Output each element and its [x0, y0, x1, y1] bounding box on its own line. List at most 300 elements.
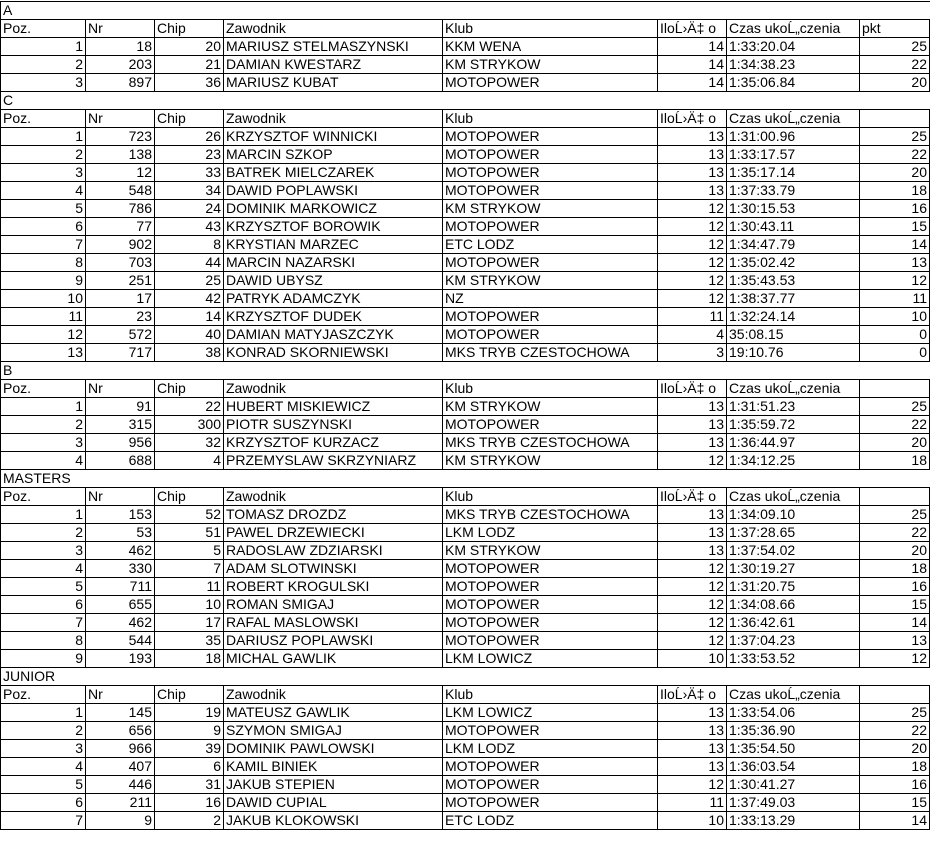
- cell-chip[interactable]: 31: [155, 776, 224, 794]
- cell-finish-time[interactable]: 1:33:53.52: [727, 650, 860, 668]
- empty-cell[interactable]: [860, 686, 930, 704]
- cell-finish-time[interactable]: 1:31:00.96: [727, 128, 860, 146]
- cell-position[interactable]: 3: [1, 434, 86, 452]
- cell-position[interactable]: 7: [1, 812, 86, 830]
- cell-points[interactable]: 20: [860, 74, 930, 92]
- cell-club[interactable]: KM STRYKOW: [443, 56, 658, 74]
- cell-rider-name[interactable]: KRZYSZTOF BOROWIK: [224, 218, 443, 236]
- empty-cell[interactable]: [860, 110, 930, 128]
- cell-points[interactable]: 14: [860, 236, 930, 254]
- cell-rider-name[interactable]: SZYMON SMIGAJ: [224, 722, 443, 740]
- cell-finish-time[interactable]: 1:33:20.04: [727, 38, 860, 56]
- cell-number[interactable]: 717: [86, 344, 155, 362]
- header-klub[interactable]: Klub: [443, 20, 658, 38]
- header-zawodnik[interactable]: Zawodnik: [224, 686, 443, 704]
- header-czas[interactable]: Czas ukoĹ„czenia: [727, 488, 860, 506]
- cell-finish-time[interactable]: 1:34:47.79: [727, 236, 860, 254]
- cell-laps[interactable]: 14: [658, 56, 727, 74]
- cell-chip[interactable]: 33: [155, 164, 224, 182]
- cell-number[interactable]: 723: [86, 128, 155, 146]
- cell-finish-time[interactable]: 1:36:03.54: [727, 758, 860, 776]
- empty-cell[interactable]: [860, 488, 930, 506]
- cell-laps[interactable]: 13: [658, 434, 727, 452]
- cell-finish-time[interactable]: 1:35:59.72: [727, 416, 860, 434]
- cell-points[interactable]: 20: [860, 740, 930, 758]
- cell-rider-name[interactable]: DAMIAN MATYJASZCZYK: [224, 326, 443, 344]
- cell-position[interactable]: 1: [1, 506, 86, 524]
- header-zawodnik[interactable]: Zawodnik: [224, 380, 443, 398]
- cell-chip[interactable]: 35: [155, 632, 224, 650]
- empty-cell[interactable]: [860, 380, 930, 398]
- header-chip[interactable]: Chip: [155, 686, 224, 704]
- cell-position[interactable]: 11: [1, 308, 86, 326]
- cell-laps[interactable]: 13: [658, 542, 727, 560]
- cell-rider-name[interactable]: MARCIN NAZARSKI: [224, 254, 443, 272]
- cell-number[interactable]: 548: [86, 182, 155, 200]
- cell-number[interactable]: 544: [86, 632, 155, 650]
- cell-finish-time[interactable]: 1:34:12.25: [727, 452, 860, 470]
- cell-points[interactable]: 16: [860, 776, 930, 794]
- cell-laps[interactable]: 14: [658, 74, 727, 92]
- cell-points[interactable]: 13: [860, 632, 930, 650]
- cell-chip[interactable]: 36: [155, 74, 224, 92]
- cell-position[interactable]: 4: [1, 182, 86, 200]
- cell-laps[interactable]: 14: [658, 38, 727, 56]
- cell-points[interactable]: 18: [860, 182, 930, 200]
- cell-position[interactable]: 2: [1, 56, 86, 74]
- cell-position[interactable]: 7: [1, 236, 86, 254]
- cell-club[interactable]: MOTOPOWER: [443, 776, 658, 794]
- cell-chip[interactable]: 2: [155, 812, 224, 830]
- cell-laps[interactable]: 12: [658, 200, 727, 218]
- empty-cell[interactable]: [155, 362, 224, 380]
- cell-rider-name[interactable]: KRZYSZTOF DUDEK: [224, 308, 443, 326]
- cell-chip[interactable]: 16: [155, 794, 224, 812]
- cell-position[interactable]: 13: [1, 344, 86, 362]
- cell-position[interactable]: 4: [1, 560, 86, 578]
- cell-chip[interactable]: 24: [155, 200, 224, 218]
- header-ilosc[interactable]: IloĹ›Ä‡ o: [658, 488, 727, 506]
- header-nr[interactable]: Nr: [86, 110, 155, 128]
- cell-finish-time[interactable]: 1:30:15.53: [727, 200, 860, 218]
- cell-rider-name[interactable]: PAWEL DRZEWIECKI: [224, 524, 443, 542]
- cell-chip[interactable]: 7: [155, 560, 224, 578]
- cell-rider-name[interactable]: KRZYSZTOF WINNICKI: [224, 128, 443, 146]
- cell-finish-time[interactable]: 1:33:13.29: [727, 812, 860, 830]
- cell-number[interactable]: 655: [86, 596, 155, 614]
- empty-cell[interactable]: [860, 470, 930, 488]
- cell-laps[interactable]: 13: [658, 524, 727, 542]
- cell-points[interactable]: 20: [860, 434, 930, 452]
- empty-cell[interactable]: [727, 470, 860, 488]
- cell-laps[interactable]: 13: [658, 182, 727, 200]
- cell-position[interactable]: 2: [1, 722, 86, 740]
- cell-chip[interactable]: 19: [155, 704, 224, 722]
- cell-points[interactable]: 20: [860, 164, 930, 182]
- cell-rider-name[interactable]: RAFAL MASLOWSKI: [224, 614, 443, 632]
- cell-chip[interactable]: 51: [155, 524, 224, 542]
- cell-position[interactable]: 3: [1, 740, 86, 758]
- header-poz[interactable]: Poz.: [1, 380, 86, 398]
- cell-number[interactable]: 572: [86, 326, 155, 344]
- header-nr[interactable]: Nr: [86, 380, 155, 398]
- cell-number[interactable]: 956: [86, 434, 155, 452]
- empty-cell[interactable]: [443, 668, 658, 686]
- cell-number[interactable]: 17: [86, 290, 155, 308]
- cell-club[interactable]: KM STRYKOW: [443, 398, 658, 416]
- empty-cell[interactable]: [86, 362, 155, 380]
- cell-club[interactable]: LKM LOWICZ: [443, 650, 658, 668]
- cell-club[interactable]: ETC LODZ: [443, 812, 658, 830]
- empty-cell[interactable]: [224, 668, 443, 686]
- cell-points[interactable]: 25: [860, 398, 930, 416]
- cell-position[interactable]: 9: [1, 650, 86, 668]
- cell-finish-time[interactable]: 1:36:42.61: [727, 614, 860, 632]
- cell-finish-time[interactable]: 1:30:41.27: [727, 776, 860, 794]
- cell-finish-time[interactable]: 1:31:20.75: [727, 578, 860, 596]
- empty-cell[interactable]: [727, 2, 860, 20]
- empty-cell[interactable]: [224, 2, 443, 20]
- header-poz[interactable]: Poz.: [1, 686, 86, 704]
- cell-laps[interactable]: 13: [658, 416, 727, 434]
- cell-position[interactable]: 6: [1, 596, 86, 614]
- cell-points[interactable]: 25: [860, 506, 930, 524]
- cell-chip[interactable]: 34: [155, 182, 224, 200]
- empty-cell[interactable]: [860, 92, 930, 110]
- header-poz[interactable]: Poz.: [1, 488, 86, 506]
- cell-finish-time[interactable]: 1:35:17.14: [727, 164, 860, 182]
- cell-club[interactable]: MOTOPOWER: [443, 218, 658, 236]
- cell-laps[interactable]: 12: [658, 776, 727, 794]
- section-title[interactable]: MASTERS: [1, 470, 86, 488]
- empty-cell[interactable]: [224, 92, 443, 110]
- cell-club[interactable]: MKS TRYB CZESTOCHOWA: [443, 434, 658, 452]
- cell-rider-name[interactable]: DOMINIK PAWLOWSKI: [224, 740, 443, 758]
- cell-position[interactable]: 3: [1, 542, 86, 560]
- cell-number[interactable]: 203: [86, 56, 155, 74]
- cell-chip[interactable]: 18: [155, 650, 224, 668]
- cell-number[interactable]: 688: [86, 452, 155, 470]
- header-klub[interactable]: Klub: [443, 488, 658, 506]
- cell-number[interactable]: 9: [86, 812, 155, 830]
- cell-rider-name[interactable]: DOMINIK MARKOWICZ: [224, 200, 443, 218]
- cell-laps[interactable]: 12: [658, 578, 727, 596]
- empty-cell[interactable]: [727, 668, 860, 686]
- cell-club[interactable]: LKM LODZ: [443, 524, 658, 542]
- cell-chip[interactable]: 14: [155, 308, 224, 326]
- header-nr[interactable]: Nr: [86, 488, 155, 506]
- cell-rider-name[interactable]: MARCIN SZKOP: [224, 146, 443, 164]
- empty-cell[interactable]: [86, 470, 155, 488]
- cell-laps[interactable]: 10: [658, 812, 727, 830]
- header-poz[interactable]: Poz.: [1, 20, 86, 38]
- cell-chip[interactable]: 40: [155, 326, 224, 344]
- cell-laps[interactable]: 13: [658, 164, 727, 182]
- cell-finish-time[interactable]: 1:35:36.90: [727, 722, 860, 740]
- cell-rider-name[interactable]: BATREK MIELCZAREK: [224, 164, 443, 182]
- empty-cell[interactable]: [860, 362, 930, 380]
- cell-chip[interactable]: 9: [155, 722, 224, 740]
- cell-position[interactable]: 3: [1, 164, 86, 182]
- header-zawodnik[interactable]: Zawodnik: [224, 20, 443, 38]
- cell-chip[interactable]: 43: [155, 218, 224, 236]
- cell-laps[interactable]: 12: [658, 272, 727, 290]
- cell-rider-name[interactable]: JAKUB KLOKOWSKI: [224, 812, 443, 830]
- cell-rider-name[interactable]: PIOTR SUSZYNSKI: [224, 416, 443, 434]
- cell-rider-name[interactable]: HUBERT MISKIEWICZ: [224, 398, 443, 416]
- cell-laps[interactable]: 13: [658, 704, 727, 722]
- empty-cell[interactable]: [658, 362, 727, 380]
- cell-chip[interactable]: 23: [155, 146, 224, 164]
- cell-club[interactable]: KM STRYKOW: [443, 200, 658, 218]
- cell-rider-name[interactable]: DAWID POPLAWSKI: [224, 182, 443, 200]
- cell-laps[interactable]: 13: [658, 722, 727, 740]
- cell-club[interactable]: ETC LODZ: [443, 236, 658, 254]
- cell-number[interactable]: 193: [86, 650, 155, 668]
- cell-points[interactable]: 25: [860, 704, 930, 722]
- cell-finish-time[interactable]: 1:31:51.23: [727, 398, 860, 416]
- cell-rider-name[interactable]: DAWID UBYSZ: [224, 272, 443, 290]
- section-title[interactable]: JUNIOR: [1, 668, 86, 686]
- cell-laps[interactable]: 3: [658, 344, 727, 362]
- empty-cell[interactable]: [727, 362, 860, 380]
- cell-laps[interactable]: 4: [658, 326, 727, 344]
- empty-cell[interactable]: [443, 92, 658, 110]
- header-zawodnik[interactable]: Zawodnik: [224, 488, 443, 506]
- cell-laps[interactable]: 12: [658, 290, 727, 308]
- cell-points[interactable]: 0: [860, 326, 930, 344]
- cell-position[interactable]: 8: [1, 254, 86, 272]
- cell-finish-time[interactable]: 1:33:17.57: [727, 146, 860, 164]
- cell-club[interactable]: KM STRYKOW: [443, 452, 658, 470]
- header-ilosc[interactable]: IloĹ›Ä‡ o: [658, 686, 727, 704]
- cell-position[interactable]: 2: [1, 146, 86, 164]
- cell-number[interactable]: 12: [86, 164, 155, 182]
- cell-laps[interactable]: 13: [658, 128, 727, 146]
- cell-number[interactable]: 153: [86, 506, 155, 524]
- cell-rider-name[interactable]: ROMAN SMIGAJ: [224, 596, 443, 614]
- cell-chip[interactable]: 21: [155, 56, 224, 74]
- cell-points[interactable]: 25: [860, 128, 930, 146]
- cell-chip[interactable]: 38: [155, 344, 224, 362]
- cell-number[interactable]: 53: [86, 524, 155, 542]
- cell-points[interactable]: 12: [860, 272, 930, 290]
- cell-finish-time[interactable]: 1:35:43.53: [727, 272, 860, 290]
- cell-number[interactable]: 315: [86, 416, 155, 434]
- cell-rider-name[interactable]: DAWID CUPIAL: [224, 794, 443, 812]
- cell-position[interactable]: 5: [1, 200, 86, 218]
- empty-cell[interactable]: [658, 470, 727, 488]
- header-chip[interactable]: Chip: [155, 20, 224, 38]
- empty-cell[interactable]: [86, 2, 155, 20]
- section-title[interactable]: A: [1, 2, 86, 20]
- cell-points[interactable]: 0: [860, 344, 930, 362]
- cell-club[interactable]: MOTOPOWER: [443, 128, 658, 146]
- cell-number[interactable]: 91: [86, 398, 155, 416]
- empty-cell[interactable]: [658, 668, 727, 686]
- cell-points[interactable]: 15: [860, 218, 930, 236]
- empty-cell[interactable]: [155, 470, 224, 488]
- cell-club[interactable]: MOTOPOWER: [443, 254, 658, 272]
- empty-cell[interactable]: [443, 362, 658, 380]
- cell-laps[interactable]: 13: [658, 398, 727, 416]
- cell-chip[interactable]: 26: [155, 128, 224, 146]
- cell-number[interactable]: 138: [86, 146, 155, 164]
- cell-finish-time[interactable]: 1:34:09.10: [727, 506, 860, 524]
- cell-position[interactable]: 6: [1, 794, 86, 812]
- cell-position[interactable]: 3: [1, 74, 86, 92]
- cell-number[interactable]: 462: [86, 542, 155, 560]
- empty-cell[interactable]: [86, 668, 155, 686]
- cell-finish-time[interactable]: 1:35:02.42: [727, 254, 860, 272]
- cell-points[interactable]: 22: [860, 524, 930, 542]
- cell-finish-time[interactable]: 1:32:24.14: [727, 308, 860, 326]
- cell-rider-name[interactable]: RADOSLAW ZDZIARSKI: [224, 542, 443, 560]
- cell-rider-name[interactable]: KRZYSZTOF KURZACZ: [224, 434, 443, 452]
- cell-rider-name[interactable]: MARIUSZ KUBAT: [224, 74, 443, 92]
- cell-chip[interactable]: 39: [155, 740, 224, 758]
- cell-finish-time[interactable]: 1:37:54.02: [727, 542, 860, 560]
- cell-number[interactable]: 786: [86, 200, 155, 218]
- cell-points[interactable]: 18: [860, 758, 930, 776]
- cell-club[interactable]: MOTOPOWER: [443, 146, 658, 164]
- cell-position[interactable]: 9: [1, 272, 86, 290]
- cell-points[interactable]: 22: [860, 722, 930, 740]
- empty-cell[interactable]: [658, 92, 727, 110]
- empty-cell[interactable]: [860, 668, 930, 686]
- cell-points[interactable]: 25: [860, 38, 930, 56]
- cell-finish-time[interactable]: 1:33:54.06: [727, 704, 860, 722]
- empty-cell[interactable]: [224, 470, 443, 488]
- header-klub[interactable]: Klub: [443, 686, 658, 704]
- cell-points[interactable]: 16: [860, 200, 930, 218]
- cell-rider-name[interactable]: ROBERT KROGULSKI: [224, 578, 443, 596]
- header-chip[interactable]: Chip: [155, 110, 224, 128]
- cell-number[interactable]: 251: [86, 272, 155, 290]
- header-chip[interactable]: Chip: [155, 488, 224, 506]
- cell-laps[interactable]: 13: [658, 740, 727, 758]
- header-ilosc[interactable]: IloĹ›Ä‡ o: [658, 20, 727, 38]
- cell-finish-time[interactable]: 1:35:06.84: [727, 74, 860, 92]
- cell-finish-time[interactable]: 1:37:33.79: [727, 182, 860, 200]
- cell-club[interactable]: MOTOPOWER: [443, 182, 658, 200]
- cell-points[interactable]: 13: [860, 254, 930, 272]
- cell-chip[interactable]: 42: [155, 290, 224, 308]
- cell-chip[interactable]: 52: [155, 506, 224, 524]
- cell-laps[interactable]: 13: [658, 758, 727, 776]
- cell-position[interactable]: 12: [1, 326, 86, 344]
- empty-cell[interactable]: [727, 92, 860, 110]
- cell-club[interactable]: MOTOPOWER: [443, 722, 658, 740]
- header-czas[interactable]: Czas ukoĹ„czenia: [727, 110, 860, 128]
- header-poz[interactable]: Poz.: [1, 110, 86, 128]
- header-zawodnik[interactable]: Zawodnik: [224, 110, 443, 128]
- cell-rider-name[interactable]: TOMASZ DROZDZ: [224, 506, 443, 524]
- empty-cell[interactable]: [443, 2, 658, 20]
- cell-points[interactable]: 12: [860, 650, 930, 668]
- cell-chip[interactable]: 17: [155, 614, 224, 632]
- cell-position[interactable]: 6: [1, 218, 86, 236]
- cell-finish-time[interactable]: 1:36:44.97: [727, 434, 860, 452]
- cell-finish-time[interactable]: 19:10.76: [727, 344, 860, 362]
- cell-rider-name[interactable]: MARIUSZ STELMASZYNSKI: [224, 38, 443, 56]
- cell-number[interactable]: 18: [86, 38, 155, 56]
- cell-number[interactable]: 897: [86, 74, 155, 92]
- cell-number[interactable]: 966: [86, 740, 155, 758]
- cell-position[interactable]: 4: [1, 452, 86, 470]
- cell-points[interactable]: 18: [860, 452, 930, 470]
- cell-position[interactable]: 4: [1, 758, 86, 776]
- empty-cell[interactable]: [155, 92, 224, 110]
- cell-club[interactable]: MOTOPOWER: [443, 164, 658, 182]
- cell-number[interactable]: 23: [86, 308, 155, 326]
- cell-rider-name[interactable]: MICHAL GAWLIK: [224, 650, 443, 668]
- cell-laps[interactable]: 12: [658, 452, 727, 470]
- cell-club[interactable]: LKM LODZ: [443, 740, 658, 758]
- cell-number[interactable]: 711: [86, 578, 155, 596]
- cell-points[interactable]: 20: [860, 542, 930, 560]
- cell-number[interactable]: 462: [86, 614, 155, 632]
- header-czas[interactable]: Czas ukoĹ„czenia: [727, 380, 860, 398]
- cell-rider-name[interactable]: ADAM SLOTWINSKI: [224, 560, 443, 578]
- cell-club[interactable]: MKS TRYB CZESTOCHOWA: [443, 506, 658, 524]
- empty-cell[interactable]: [860, 2, 930, 20]
- cell-points[interactable]: 10: [860, 308, 930, 326]
- cell-number[interactable]: 77: [86, 218, 155, 236]
- cell-rider-name[interactable]: KRYSTIAN MARZEC: [224, 236, 443, 254]
- cell-position[interactable]: 2: [1, 416, 86, 434]
- cell-points[interactable]: 14: [860, 812, 930, 830]
- empty-cell[interactable]: [658, 2, 727, 20]
- empty-cell[interactable]: [224, 362, 443, 380]
- cell-club[interactable]: KM STRYKOW: [443, 542, 658, 560]
- cell-position[interactable]: 8: [1, 632, 86, 650]
- cell-number[interactable]: 902: [86, 236, 155, 254]
- header-czas[interactable]: Czas ukoĹ„czenia: [727, 20, 860, 38]
- empty-cell[interactable]: [155, 668, 224, 686]
- cell-rider-name[interactable]: PRZEMYSLAW SKRZYNIARZ: [224, 452, 443, 470]
- cell-number[interactable]: 330: [86, 560, 155, 578]
- cell-rider-name[interactable]: MATEUSZ GAWLIK: [224, 704, 443, 722]
- cell-number[interactable]: 145: [86, 704, 155, 722]
- cell-position[interactable]: 10: [1, 290, 86, 308]
- section-title[interactable]: C: [1, 92, 86, 110]
- cell-laps[interactable]: 13: [658, 146, 727, 164]
- cell-laps[interactable]: 12: [658, 596, 727, 614]
- cell-position[interactable]: 5: [1, 578, 86, 596]
- cell-club[interactable]: MOTOPOWER: [443, 632, 658, 650]
- cell-finish-time[interactable]: 1:37:04.23: [727, 632, 860, 650]
- cell-club[interactable]: MOTOPOWER: [443, 596, 658, 614]
- cell-laps[interactable]: 12: [658, 614, 727, 632]
- cell-chip[interactable]: 11: [155, 578, 224, 596]
- cell-club[interactable]: MOTOPOWER: [443, 578, 658, 596]
- cell-club[interactable]: KM STRYKOW: [443, 272, 658, 290]
- cell-club[interactable]: NZ: [443, 290, 658, 308]
- empty-cell[interactable]: [155, 2, 224, 20]
- cell-chip[interactable]: 5: [155, 542, 224, 560]
- cell-finish-time[interactable]: 1:35:54.50: [727, 740, 860, 758]
- cell-laps[interactable]: 12: [658, 560, 727, 578]
- header-ilosc[interactable]: IloĹ›Ä‡ o: [658, 380, 727, 398]
- cell-points[interactable]: 16: [860, 578, 930, 596]
- cell-club[interactable]: MOTOPOWER: [443, 794, 658, 812]
- cell-number[interactable]: 656: [86, 722, 155, 740]
- cell-finish-time[interactable]: 35:08.15: [727, 326, 860, 344]
- cell-number[interactable]: 211: [86, 794, 155, 812]
- cell-points[interactable]: 15: [860, 794, 930, 812]
- cell-laps[interactable]: 10: [658, 650, 727, 668]
